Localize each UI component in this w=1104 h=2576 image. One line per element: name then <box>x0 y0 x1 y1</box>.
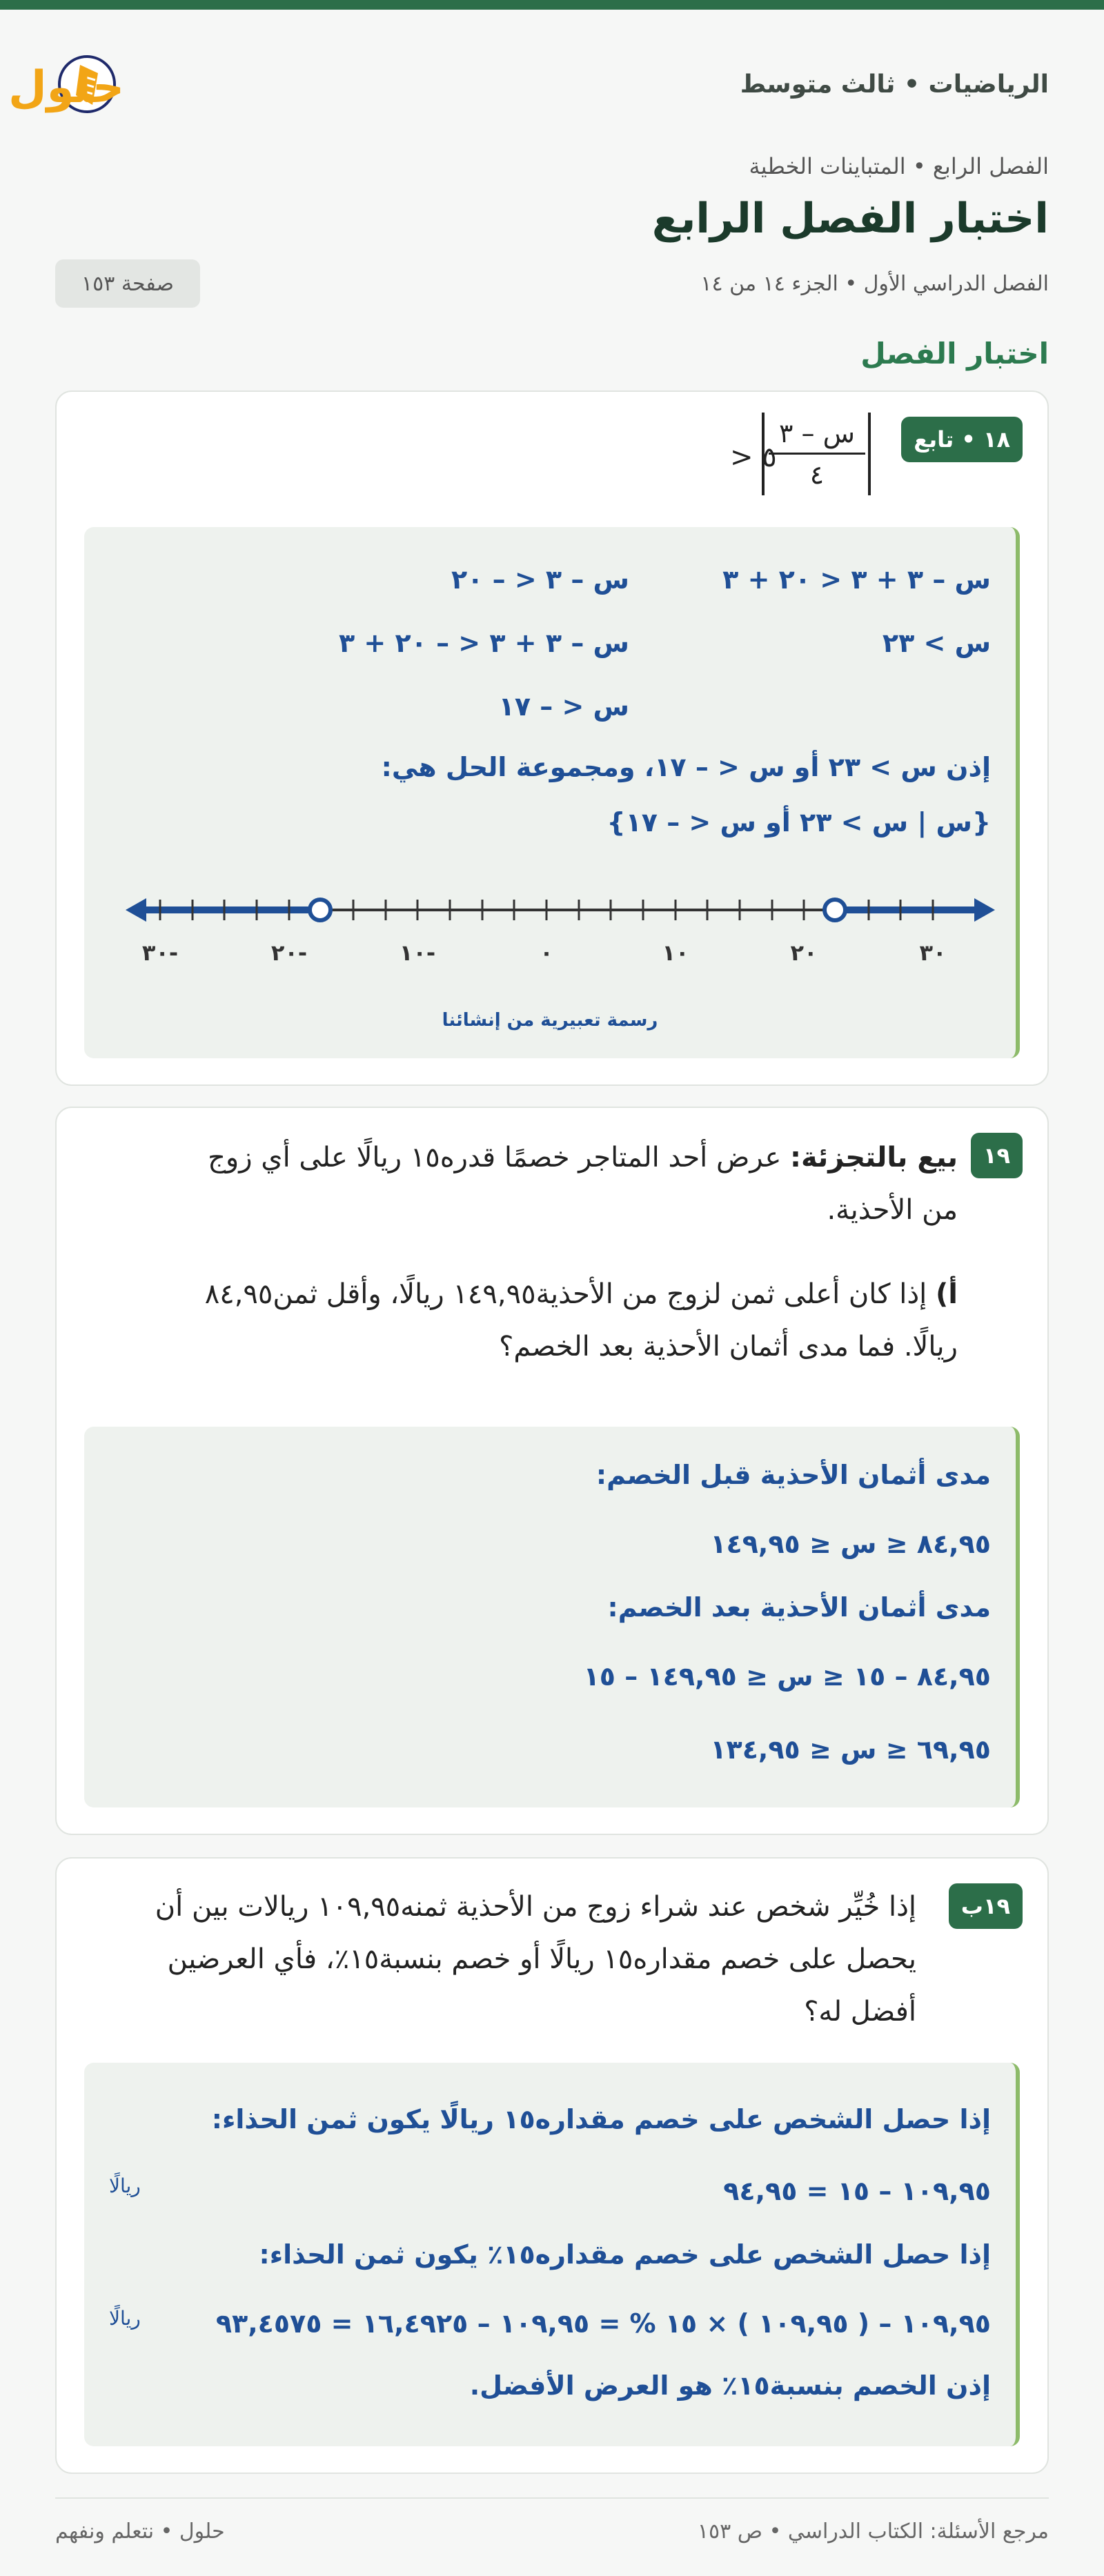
solution-conclusion: إذن الخصم بنسبة١٥٪ هو العرض الأفضل. <box>469 2370 991 2401</box>
abs-bar-right <box>868 413 871 495</box>
logo <box>8 43 255 126</box>
part-line: الفصل الدراسي الأول • الجزء ١٤ من ١٤ <box>700 272 1049 296</box>
question-text <box>178 1131 958 1236</box>
tick-label: -٢٠ <box>270 940 308 966</box>
svg-text:حلول: حلول <box>8 62 124 113</box>
fraction-line <box>769 453 865 455</box>
question-lead: بيع بالتجزئة: <box>790 1142 958 1173</box>
logo-icon <box>8 43 255 126</box>
top-accent-bar <box>0 0 1104 10</box>
tick-label: ١٠ <box>662 940 689 966</box>
fraction-denominator: ٤ <box>809 459 825 490</box>
tick-label: -١٠ <box>399 940 436 966</box>
arrow-left-icon <box>126 898 146 922</box>
subject-label: الرياضيات • ثالث متوسط <box>740 70 1049 99</box>
solution-conclusion: إذن س > ٢٣ أو س < – ١٧، ومجموعة الحل هي: <box>381 752 991 782</box>
solution-heading: مدى أثمان الأحذية بعد الخصم: <box>607 1592 991 1623</box>
section-title: اختبار الفصل <box>860 337 1049 370</box>
solution-step: ١٠٩,٩٥ – ١٥ = ٩٤,٩٥ <box>723 2176 991 2206</box>
question-body: عرض أحد المتاجر خصمًا قدره١٥ ريالًا على أي زوج من الأحذية. <box>208 1142 958 1226</box>
unit-label: ريالًا <box>109 2174 141 2197</box>
solution-step: س > ٢٣ <box>882 628 991 658</box>
solution-result: ٦٩,٩٥ ≤ س ≤ ١٣٤,٩٥ <box>710 1734 991 1765</box>
open-circle-minus-17 <box>310 900 331 920</box>
solution-heading: إذا حصل الشخص على خصم مقداره١٥٪ يكون ثمن الحذاء: <box>259 2239 991 2270</box>
question-part-a <box>178 1268 958 1373</box>
question-badge: ١٩ب <box>949 1883 1023 1929</box>
solution-step: س – ٣ < – ٢٠ <box>451 564 629 595</box>
part-a-text: إذا كان أعلى ثمن لزوج من الأحذية١٤٩,٩٥ ريالًا، وأقل ثمن٨٤,٩٥ ريالًا. فما مدى أثمان الأحذية بعد الخصم؟ <box>204 1278 958 1363</box>
solution-box <box>84 1427 1020 1807</box>
solution-step: ٨٤,٩٥ ≤ س ≤ ١٤٩,٩٥ <box>710 1529 991 1559</box>
part-a-label: أ) <box>936 1278 958 1310</box>
question-badge: ١٨ • تابع <box>901 417 1023 462</box>
solution-box <box>84 2063 1020 2446</box>
page-title: اختبار الفصل الرابع <box>651 195 1049 243</box>
image-caption: رسمة تعبيرية من إنشائنا <box>442 1010 658 1031</box>
absolute-value-inequality <box>730 413 896 495</box>
solution-step: ٨٤,٩٥ – ١٥ ≤ س ≤ ١٤٩,٩٥ – ١٥ <box>583 1661 991 1692</box>
footer-brand: حلول • نتعلم ونفهم <box>55 2519 225 2544</box>
number-line <box>126 886 995 982</box>
solution-heading: مدى أثمان الأحذية قبل الخصم: <box>595 1460 991 1490</box>
question-18-card <box>55 390 1049 1086</box>
solution-heading: إذا حصل الشخص على خصم مقداره١٥ ريالًا يكون ثمن الحذاء: <box>211 2104 991 2134</box>
unit-label: ريالًا <box>109 2307 141 2330</box>
solution-step: س < – ١٧ <box>498 691 629 722</box>
page-header <box>8 43 1049 126</box>
footer-divider <box>55 2497 1049 2499</box>
solution-set: {س | س > ٢٣ أو س < – ١٧} <box>607 807 991 838</box>
page-badge: صفحة ١٥٣ <box>55 259 200 308</box>
inequality-tail: ٥ < <box>730 442 777 473</box>
tick-label: ٢٠ <box>790 940 818 966</box>
question-19b-card <box>55 1857 1049 2474</box>
question-text: إذا خُيِّر شخص عند شراء زوج من الأحذية ثمنه١٠٩,٩٥ ريالات بين أن يحصل على خصم مقداره١٥ ريالًا أو خصم بنسبة١٥٪، فأي العرضين أفضل له؟ <box>155 1891 916 2028</box>
solution-step: ١٠٩,٩٥ – ( ١٠٩,٩٥ ) × ١٥ % = ١٠٩,٩٥ – ١٦,٤٩٢٥ = ٩٣,٤٥٧٥ <box>215 2308 991 2339</box>
question-badge: ١٩ <box>971 1133 1023 1178</box>
arrow-right-icon <box>974 898 995 922</box>
tick-label: ٠ <box>540 940 553 966</box>
fraction-numerator: س – ٣ <box>779 418 855 448</box>
solution-step: س – ٣ + ٣ < ٢٠ + ٣ <box>722 564 991 595</box>
chapter-line: الفصل الرابع • المتباينات الخطية <box>749 153 1049 179</box>
tick-label: -٣٠ <box>141 940 179 966</box>
tick-label: ٣٠ <box>919 940 947 966</box>
solution-step: س – ٣ + ٣ < – ٢٠ + ٣ <box>338 628 629 658</box>
footer-source: مرجع الأسئلة: الكتاب الدراسي • ص ١٥٣ <box>697 2519 1049 2544</box>
solution-box <box>84 527 1020 1058</box>
question-19-card <box>55 1107 1049 1835</box>
open-circle-23 <box>825 900 845 920</box>
